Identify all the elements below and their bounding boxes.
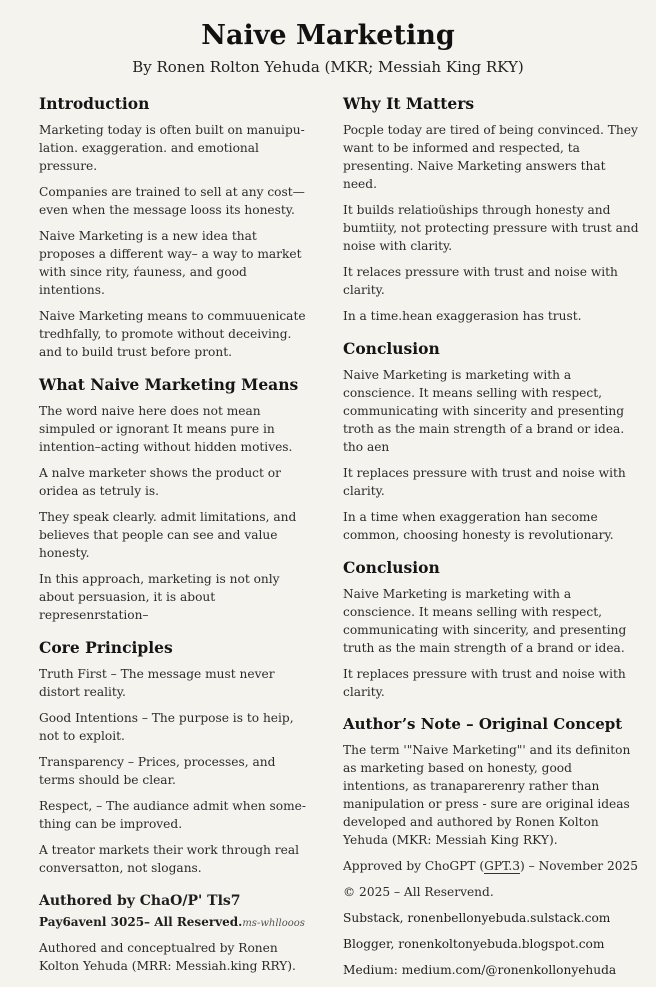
paragraph: In a time when exaggeration han secome common, choosing honesty is revolutionary. [343,510,614,542]
authored-text: Authored and conceptualred by Ronen Kolton Yehuda (MRR: Messiah.king RRY). [39,941,296,973]
paragraph: In this approach, marketing is not only about persuasion, it is about represenrstation– [39,572,280,622]
section-why-it-matters [343,94,639,325]
right-column [343,94,639,987]
authored-heading: Authored by ChaO/P' Tls7 [39,893,241,909]
paragraph: They speak clearly. admit limitations, and believes that people can see and value honesty. [39,510,297,560]
principle-item: A treator markets their work through real conversatton, not slogans. [39,843,299,875]
principle-item: Transparency – Prices, processes, and terms should be clear. [39,755,276,787]
section-heading: What Naive Marketing Means [39,375,299,394]
section-heading: Introduction [39,94,150,113]
approved-gpt: GPT.3 [484,859,521,873]
section-what-it-means [39,375,311,624]
principle-item: Good Intentions – The purpose is to heip, not to exploit. [39,711,294,743]
blogger-link[interactable]: Blogger, ronenkoltonyebuda.blogspot.com [343,937,605,951]
principle-item: Respect, – The audiance admit when some-thing can be improved. [39,799,306,831]
paragraph: It relaces pressure with trust and noise with clarity. [343,265,618,297]
note-text: The term '"Naive Marketing"' and its definiton as marketing based on honesty, good intentions, as tranaparerenry rather than manipulation or press - sure are original ideas developed and authored by Ronen Kolton Yehuda (MKR: Messiah King RKY). [343,743,631,847]
paragraph: Marketing today is often built on manuipu-lation. exaggeration. and emotional pressure. [39,123,305,173]
section-authored [39,893,311,975]
medium-link[interactable]: Medium: medium.com/@ronenkollonyehuda [343,963,617,977]
section-heading: Author’s Note – Original Concept [343,715,623,733]
principle-item: Truth First – The message must never distort reality. [39,667,275,699]
byline: By Ronen Rolton Yehuda (MKR; Messiah King RKY) [132,58,524,76]
paragraph: Naive Marketing means to commuuenicate tredhfally, to promote without deceiving. and to build trust before pront. [39,309,306,359]
approved-line [343,857,639,875]
paragraph: It builds relatioüships through honesty and bumtiity, not protecting pressure with trust and noise with clarity. [343,203,639,253]
left-column [39,94,311,983]
section-authors-note [343,715,639,979]
section-heading: Why It Matters [343,94,475,113]
paragraph: Pocple today are tired of being convinced. They want to be informed and respected, ta presenting. Naive Marketing answers that need. [343,123,638,191]
document-title: Naive Marketing [201,20,455,51]
section-heading: Conclusion [343,558,440,577]
rights-text: Pay6avenl 3025– All Reserved. [39,915,243,929]
paragraph: Naive Marketing is marketing with a conscience. It means selling with respect, communicating with sincerity and presenting troth as the main strength of a brand or idea. tho aen [343,368,625,454]
approved-suffix: ) – November 2025 [520,859,638,873]
paragraph: Naive Marketing is a new idea that proposes a different way– a way to market with since rity, ŕauness, and good intentions. [39,229,302,297]
paragraph: It replaces pressure with trust and noise with clarity. [343,667,626,699]
section-conclusion-2 [343,558,639,701]
approved-prefix: Approved by ChoGPT ( [343,859,485,873]
paragraph: The word naive here does not mean simpuled or ignorant It means pure in intention–acting without hidden motives. [39,404,293,454]
paragraph: Naive Marketing is marketing with a conscience. It means selling with respect, communicating with sincerity, and presenting truth as the main strength of a brand or idea. [343,587,627,655]
section-heading: Conclusion [343,339,440,358]
substack-link[interactable]: Substack, ronenbellonyebuda.sulstack.com [343,911,611,925]
section-core-principles [39,638,311,877]
rights-line [39,915,311,929]
paragraph: It replaces pressure with trust and noise with clarity. [343,466,626,498]
paragraph: Companies are trained to sell at any cost— even when the message looss its honesty. [39,185,305,217]
section-introduction [39,94,311,361]
section-heading: Core Principles [39,638,173,657]
rights-small: ms-whllooos [242,918,305,929]
paragraph: A nalve marketer shows the product or oridea as tetruly is. [39,466,281,498]
paragraph: In a time.hean exaggerasion has trust. [343,309,582,323]
copyright: © 2025 – All Reservend. [343,885,494,899]
section-conclusion-1 [343,339,639,544]
